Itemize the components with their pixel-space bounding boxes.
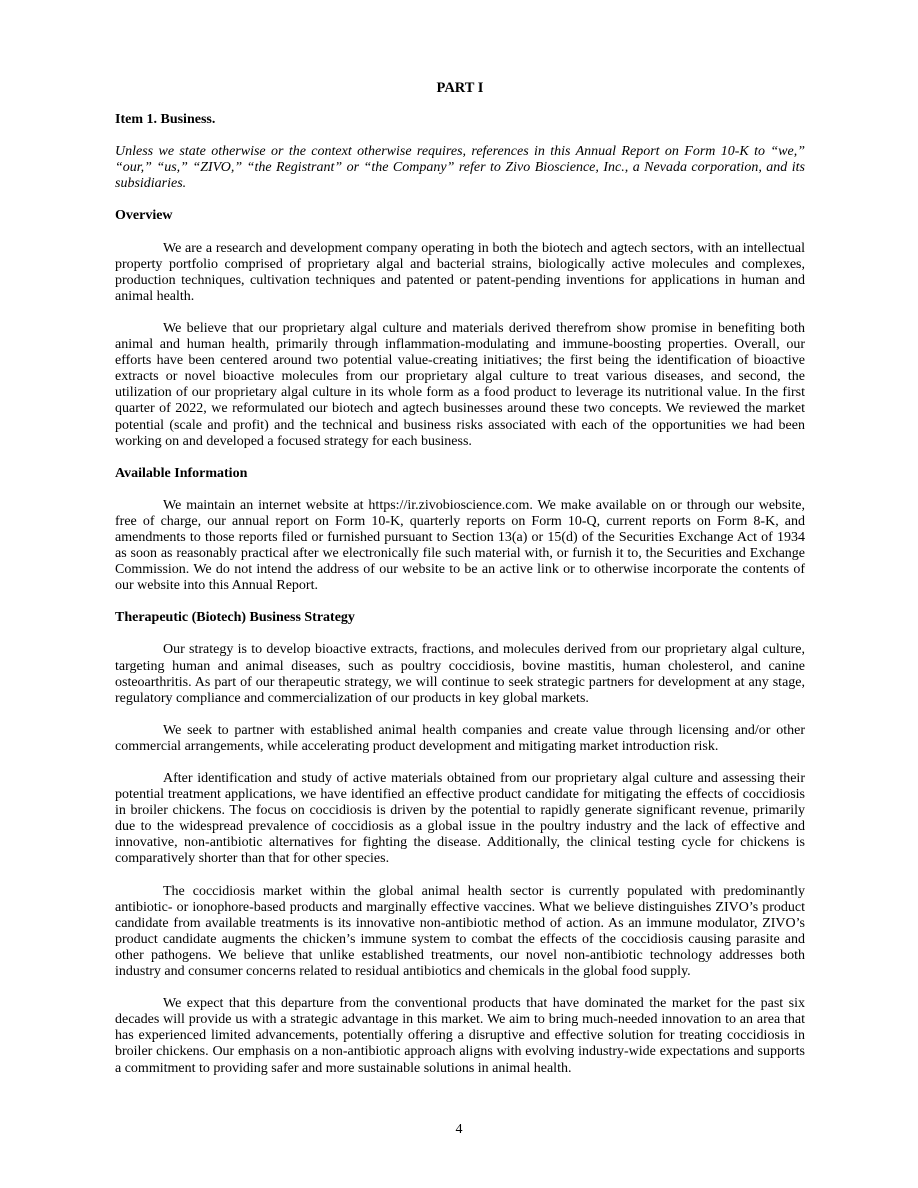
section-heading-overview: Overview: [115, 208, 173, 224]
section-heading-therapeutic-biotech-business-strategy: Therapeutic (Biotech) Business Strategy: [115, 610, 355, 626]
therapeutic-strategy-paragraph-4: The coccidiosis market within the global animal health sector is currently populated with predominantly antibiotic- or ionophore-based products and marginally effective vaccines. What we believe distinguishes ZIVO’s product candidate from available treatments is its innovative non-antibiotic method of action. As an immune modulator, ZIVO’s product candidate augments the chicken’s immune system to combat the effects of the coccidiosis causing parasite and other pathogens. We believe that unlike established treatments, our novel non-antibiotic technology addresses both industry and consumer concerns related to residual antibiotics and chemicals in the global food supply.: [115, 883, 805, 980]
section-heading-available-information: Available Information: [115, 465, 248, 481]
page-number: 4: [455, 1122, 463, 1137]
therapeutic-strategy-paragraph-3: After identification and study of active materials obtained from our proprietary algal culture and assessing their potential treatment applications, we have identified an effective product candidate for mitigating the effects of coccidiosis in broiler chickens. The focus on coccidiosis is driven by the potential to rapidly generate significant revenue, primarily due to the widespread prevalence of coccidiosis as a global issue in the poultry industry and the lack of effective and innovative, non-antibiotic alternatives for fighting the disease. Additionally, the clinical testing cycle for chickens is comparatively shorter than that for other species.: [115, 771, 805, 867]
overview-paragraph-1: We are a research and development company operating in both the biotech and agtech sectors, with an intellectual property portfolio comprised of proprietary algal and bacterial strains, biologically active molecules and complexes, production techniques, cultivation techniques and patented or patent-pending inventions for applications in human and animal health.: [115, 240, 805, 304]
therapeutic-strategy-paragraph-2: We seek to partner with established animal health companies and create value through licensing and/or other commercial arrangements, while accelerating product development and mitigating market introduction risk.: [115, 722, 805, 754]
part-title: PART I: [436, 80, 484, 96]
therapeutic-strategy-paragraph-5: We expect that this departure from the conventional products that have dominated the market for the past six decades will provide us with a strategic advantage in this market. We aim to bring much-needed innovation to an area that has experienced limited advancements, potentially offering a disruptive and effective solution for treating coccidiosis in broiler chickens. Our emphasis on a non-antibiotic approach aligns with evolving industry-wide expectations and supports a commitment to providing safer and more sustainable solutions in animal health.: [115, 996, 805, 1076]
available-information-paragraph-1: We maintain an internet website at https://ir.zivobioscience.com. We make available on or through our website, free of charge, our annual report on Form 10-K, quarterly reports on Form 10-Q, current reports on Form 8-K, and amendments to those reports filed or furnished pursuant to Section 13(a) or 15(d) of the Securities Exchange Act of 1934 as soon as reasonably practical after we electronically file such material with, or furnish it to, the Securities and Exchange Commission. We do not intend the address of our website to be an active link or to otherwise incorporate the contents of our website into this Annual Report.: [115, 497, 805, 594]
overview-paragraph-2: We believe that our proprietary algal culture and materials derived therefrom show promise in benefiting both animal and human health, primarily through inflammation-modulating and immune-boosting properties. Overall, our efforts have been centered around two potential value-creating initiatives; the first being the identification of bioactive extracts or novel bioactive molecules from our proprietary algal culture to treat various diseases, and second, the utilization of our proprietary algal culture in its whole form as a food product to leverage its nutritional value. In the first quarter of 2022, we reformulated our biotech and agtech businesses around these two concepts. We reviewed the market potential (scale and profit) and the technical and business risks associated with each of the opportunities we had been working on and developed a focused strategy for each business.: [115, 320, 805, 449]
therapeutic-strategy-paragraph-1: Our strategy is to develop bioactive extracts, fractions, and molecules derived from our proprietary algal culture, targeting human and animal diseases, such as poultry coccidiosis, bovine mastitis, human cholesterol, and canine osteoarthritis. As part of our therapeutic strategy, we will continue to seek strategic partners for development at any stage, regulatory compliance and commercialization of our products in key global markets.: [115, 642, 805, 706]
intro-note: Unless we state otherwise or the context otherwise requires, references in this Annual Report on Form 10-K to “we,” “our,” “us,” “ZIVO,” “the Registrant” or “the Company” refer to Zivo Bioscience, Inc., a Nevada corporation, and its subsidiaries.: [115, 144, 805, 192]
item-heading: Item 1. Business.: [115, 112, 216, 128]
